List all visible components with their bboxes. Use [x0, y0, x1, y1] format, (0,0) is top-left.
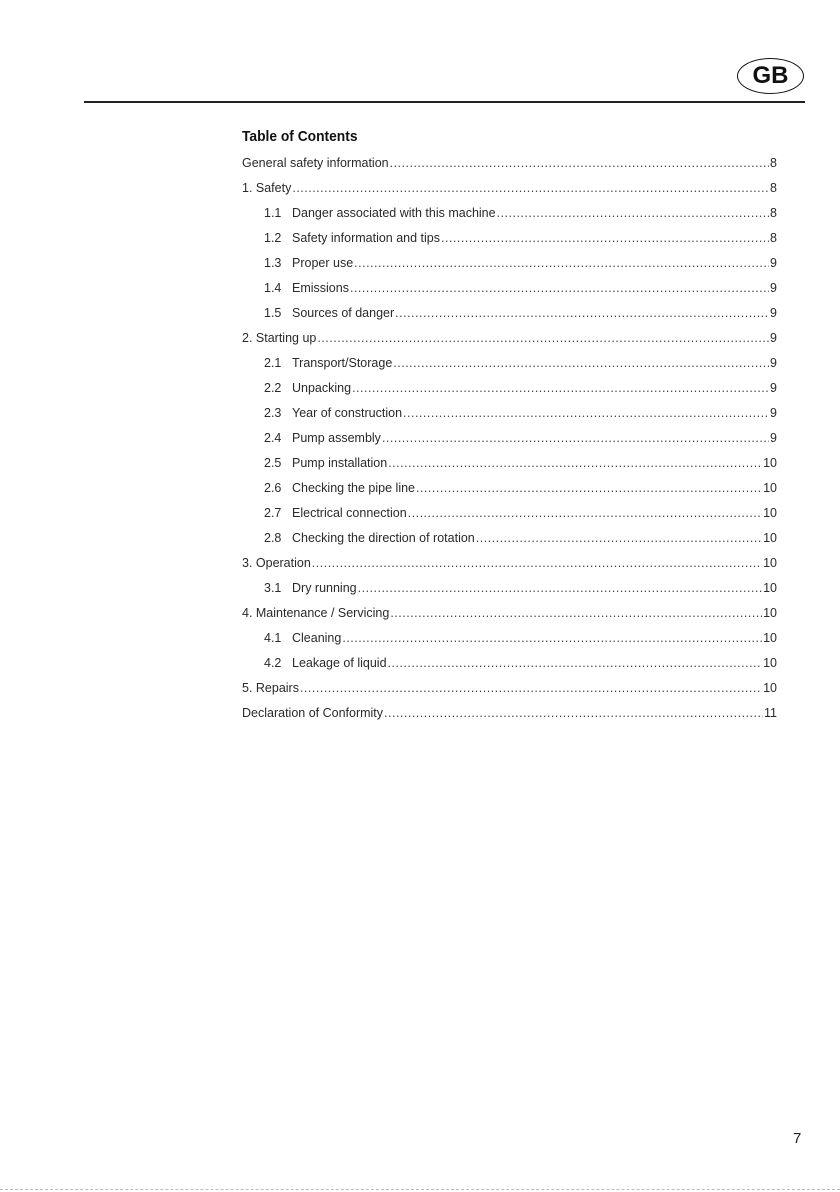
toc-list	[242, 151, 777, 726]
toc-entry-page: 10	[763, 506, 777, 520]
toc-entry[interactable]	[242, 626, 777, 651]
toc-entry-label: Safety information and tips	[292, 231, 440, 245]
toc-leader-dots	[388, 651, 763, 676]
toc-entry-number: 4.2	[264, 656, 282, 670]
toc-entry-page: 10	[763, 481, 777, 495]
toc-entry-number: 3.1	[264, 581, 282, 595]
toc-entry-number: 2.6	[264, 481, 282, 495]
toc-leader-dots	[384, 701, 763, 726]
toc-entry-page: 10	[763, 456, 777, 470]
toc-entry-page: 10	[763, 531, 777, 545]
toc-entry-page: 9	[770, 306, 777, 320]
toc-entry-page: 9	[770, 256, 777, 270]
toc-entry-label: Year of construction	[292, 406, 403, 420]
toc-leader-dots	[300, 676, 762, 701]
toc-entry-page: 8	[770, 231, 777, 245]
toc-leader-dots	[388, 451, 762, 476]
toc-entry-label: 1. Safety	[242, 181, 292, 195]
toc-leader-dots	[395, 301, 769, 326]
toc-entry-label: Emissions	[292, 281, 349, 295]
toc-entry[interactable]	[242, 401, 777, 426]
toc-leader-dots	[416, 476, 762, 501]
toc-entry-label: Checking the pipe line	[292, 481, 415, 495]
toc-entry-page: 10	[763, 681, 777, 695]
toc-entry-page: 10	[763, 606, 777, 620]
toc-entry-page: 9	[770, 381, 777, 395]
toc-entry-page: 9	[770, 406, 777, 420]
toc-entry-label: General safety information	[242, 156, 389, 170]
toc-entry-page: 11	[764, 706, 777, 720]
toc-entry-label: Unpacking	[292, 381, 352, 395]
toc-leader-dots	[408, 501, 762, 526]
toc-entry[interactable]	[242, 226, 777, 251]
page-number: 7	[793, 1130, 802, 1147]
toc-leader-dots	[476, 526, 762, 551]
toc-entry-number: 2.2	[264, 381, 282, 395]
toc-entry-label: Checking the direction of rotation	[292, 531, 475, 545]
toc-entry-page: 8	[770, 156, 777, 170]
toc-entry-number: 1.4	[264, 281, 282, 295]
toc-leader-dots	[352, 376, 769, 401]
toc-entry[interactable]	[242, 176, 777, 201]
toc-entry[interactable]	[242, 276, 777, 301]
toc-entry-number: 1.5	[264, 306, 282, 320]
toc-entry-page: 9	[770, 331, 777, 345]
toc-entry[interactable]	[242, 451, 777, 476]
toc-entry-page: 10	[763, 556, 777, 570]
toc-entry-label: Sources of danger	[292, 306, 395, 320]
toc-leader-dots	[312, 551, 762, 576]
toc-entry-label: Transport/Storage	[292, 356, 393, 370]
toc-entry-number: 4.1	[264, 631, 282, 645]
toc-entry-page: 9	[770, 281, 777, 295]
toc-entry-label: Leakage of liquid	[292, 656, 387, 670]
toc-entry-number: 1.3	[264, 256, 282, 270]
toc-entry-label: 2. Starting up	[242, 331, 317, 345]
toc-entry-number: 2.1	[264, 356, 282, 370]
toc-leader-dots	[441, 226, 769, 251]
toc-leader-dots	[390, 601, 762, 626]
toc-entry-label: Electrical connection	[292, 506, 407, 520]
toc-title: Table of Contents	[242, 128, 358, 145]
toc-entry-page: 10	[763, 631, 777, 645]
toc-entry-label: Pump assembly	[292, 431, 381, 445]
toc-entry-page: 9	[770, 356, 777, 370]
toc-entry-label: Cleaning	[292, 631, 342, 645]
toc-entry-number: 2.5	[264, 456, 282, 470]
toc-entry[interactable]	[242, 201, 777, 226]
toc-entry-label: Dry running	[292, 581, 357, 595]
toc-entry-page: 10	[763, 581, 777, 595]
language-badge: GB	[737, 58, 804, 94]
toc-entry-page: 10	[763, 656, 777, 670]
toc-entry[interactable]	[242, 576, 777, 601]
toc-entry[interactable]	[242, 676, 777, 701]
toc-entry[interactable]	[242, 376, 777, 401]
toc-entry-label: Proper use	[292, 256, 354, 270]
toc-entry[interactable]	[242, 601, 777, 626]
toc-leader-dots	[342, 626, 762, 651]
toc-entry[interactable]	[242, 326, 777, 351]
toc-leader-dots	[390, 151, 769, 176]
toc-entry[interactable]	[242, 351, 777, 376]
toc-entry-label: 4. Maintenance / Servicing	[242, 606, 390, 620]
toc-entry-label: Pump installation	[292, 456, 388, 470]
page-bottom-edge	[0, 1189, 840, 1190]
toc-entry-label: 5. Repairs	[242, 681, 299, 695]
toc-leader-dots	[358, 576, 762, 601]
toc-entry-number: 2.8	[264, 531, 282, 545]
table-of-contents	[242, 126, 777, 726]
toc-leader-dots	[393, 351, 769, 376]
toc-entry[interactable]	[242, 651, 777, 676]
toc-entry[interactable]	[242, 251, 777, 276]
toc-entry[interactable]	[242, 701, 777, 726]
toc-entry[interactable]	[242, 151, 777, 176]
toc-leader-dots	[350, 276, 769, 301]
toc-leader-dots	[497, 201, 769, 226]
toc-entry[interactable]	[242, 426, 777, 451]
header-rule	[84, 101, 805, 103]
toc-leader-dots	[317, 326, 769, 351]
toc-entry-page: 8	[770, 206, 777, 220]
toc-leader-dots	[354, 251, 769, 276]
toc-entry-number: 2.7	[264, 506, 282, 520]
toc-leader-dots	[292, 176, 769, 201]
toc-entry-page: 8	[770, 181, 777, 195]
toc-entry-number: 1.1	[264, 206, 282, 220]
toc-entry[interactable]	[242, 526, 777, 551]
toc-entry-number: 2.4	[264, 431, 282, 445]
toc-entry[interactable]	[242, 501, 777, 526]
toc-entry[interactable]	[242, 476, 777, 501]
toc-entry[interactable]	[242, 551, 777, 576]
toc-entry-number: 2.3	[264, 406, 282, 420]
toc-entry-label: 3. Operation	[242, 556, 311, 570]
toc-leader-dots	[382, 426, 769, 451]
toc-entry-page: 9	[770, 431, 777, 445]
toc-leader-dots	[403, 401, 769, 426]
toc-entry-number: 1.2	[264, 231, 282, 245]
toc-entry[interactable]	[242, 301, 777, 326]
toc-entry-label: Danger associated with this machine	[292, 206, 496, 220]
toc-entry-label: Declaration of Conformity	[242, 706, 384, 720]
